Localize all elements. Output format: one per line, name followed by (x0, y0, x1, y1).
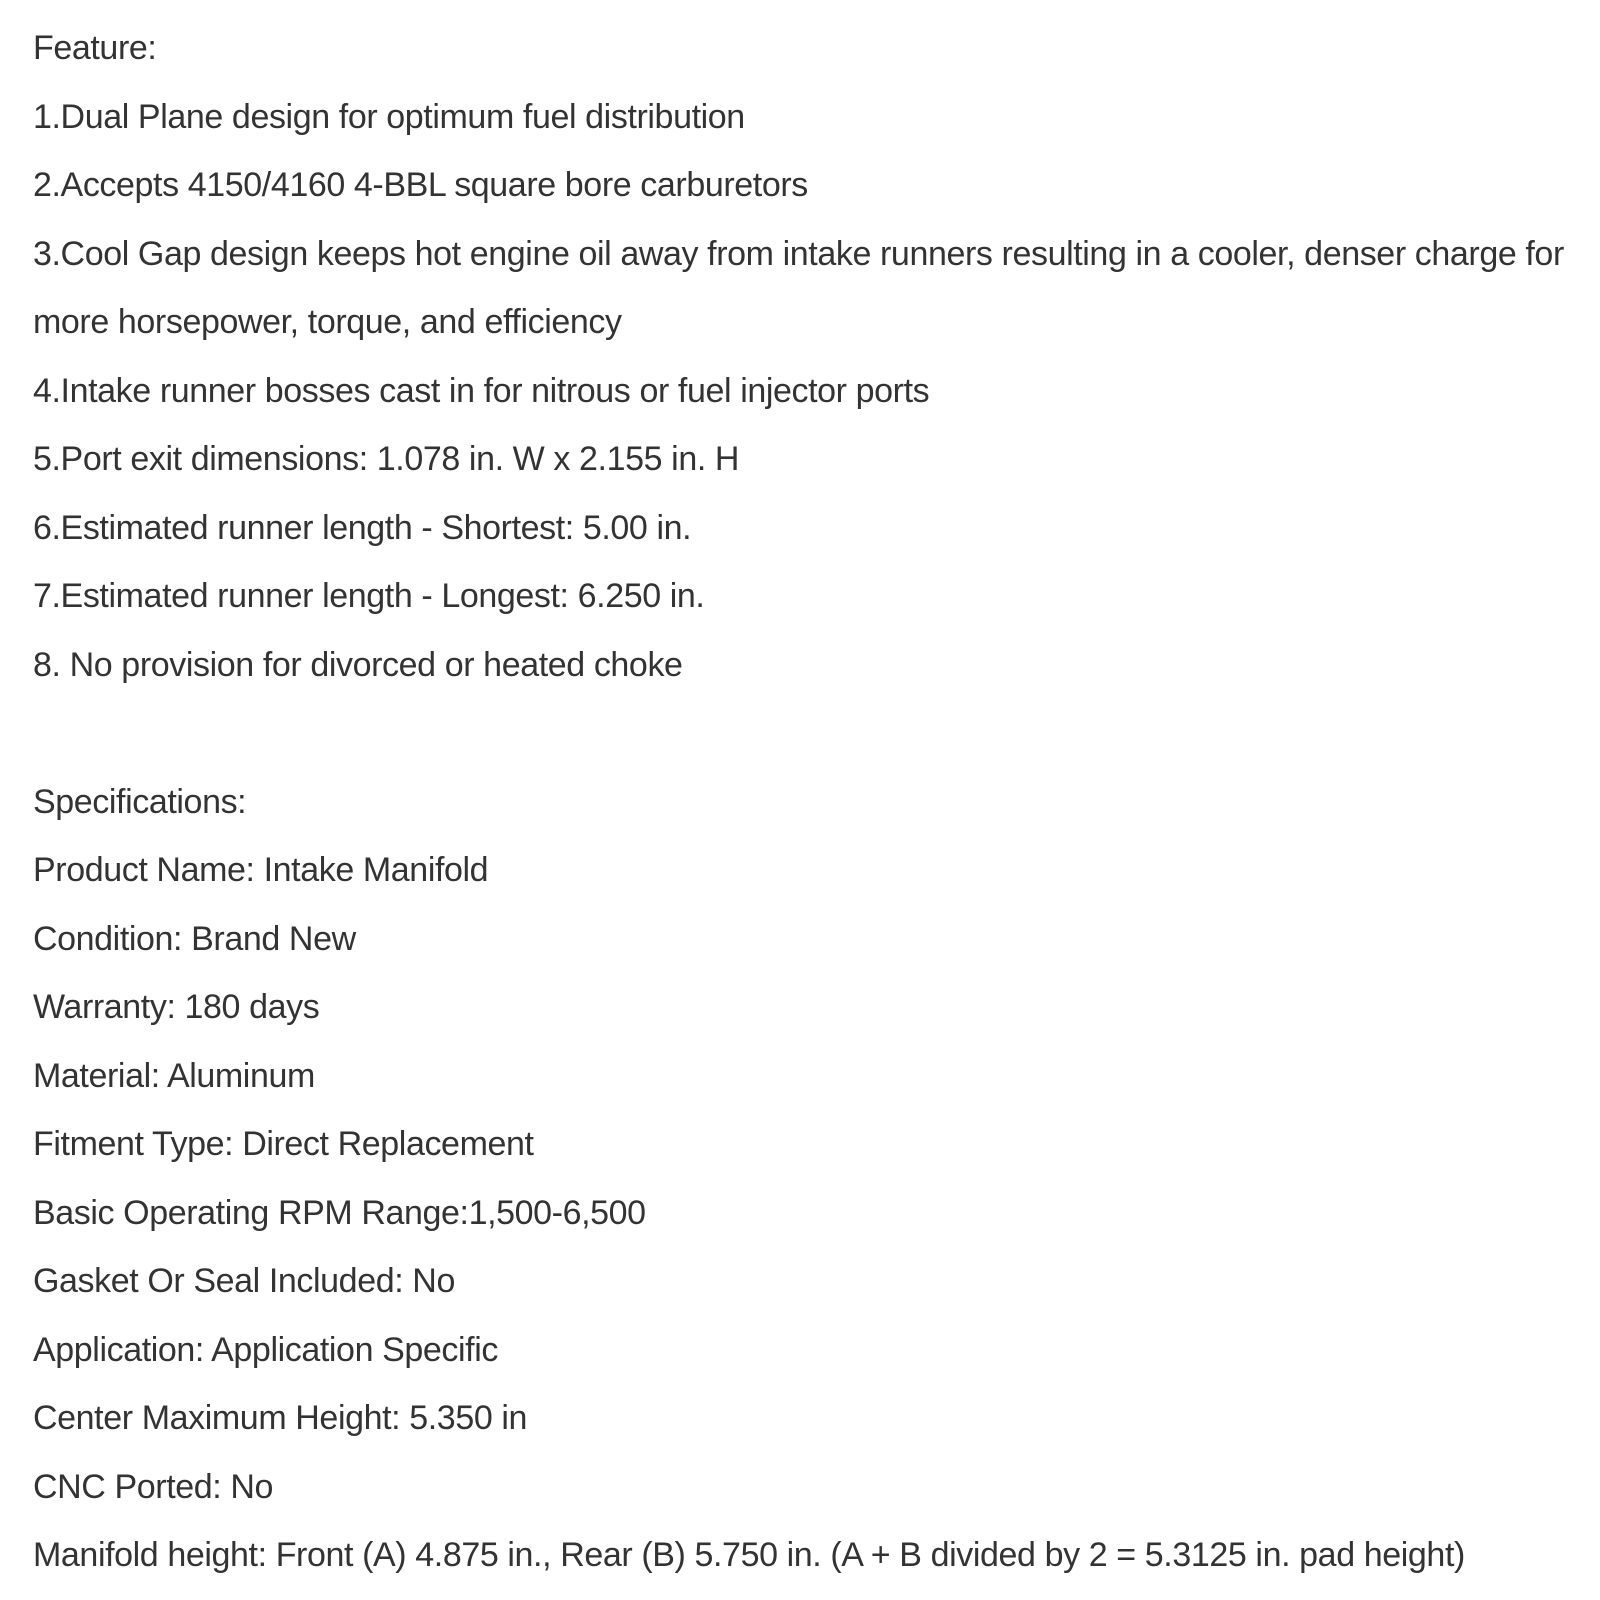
spec-fitment-type: Fitment Type: Direct Replacement (33, 1125, 534, 1163)
feature-item-1: 1.Dual Plane design for optimum fuel distribution (33, 97, 745, 136)
specifications-heading: Specifications: (33, 782, 247, 821)
spec-rpm-range: Basic Operating RPM Range:1,500-6,500 (33, 1193, 646, 1232)
product-description (33, 14, 1583, 1590)
feature-heading: Feature: (33, 29, 157, 67)
spec-warranty: Warranty: 180 days (33, 988, 320, 1026)
feature-item-5: 5.Port exit dimensions: 1.078 in. W x 2.155 in. H (33, 440, 740, 478)
feature-item-4: 4.Intake runner bosses cast in for nitrous or fuel injector ports (33, 371, 930, 410)
spec-gasket-included: Gasket Or Seal Included: No (33, 1262, 455, 1300)
feature-section (33, 14, 1583, 699)
feature-item-3: 3.Cool Gap design keeps hot engine oil away from intake runners resulting in a cooler, denser charge for more horsepower, torque, and efficiency (33, 234, 1564, 341)
spec-material: Material: Aluminum (33, 1056, 315, 1095)
specifications-section (33, 768, 1583, 1590)
spec-product-name: Product Name: Intake Manifold (33, 851, 489, 889)
spec-condition: Condition: Brand New (33, 919, 356, 958)
feature-item-2: 2.Accepts 4150/4160 4-BBL square bore carburetors (33, 166, 808, 204)
section-spacer (33, 699, 1583, 768)
spec-application: Application: Application Specific (33, 1330, 498, 1369)
spec-center-max-height: Center Maximum Height: 5.350 in (33, 1399, 528, 1437)
feature-item-8: 8. No provision for divorced or heated choke (33, 645, 683, 684)
feature-item-6: 6.Estimated runner length - Shortest: 5.00 in. (33, 508, 692, 547)
spec-manifold-height: Manifold height: Front (A) 4.875 in., Rear (B) 5.750 in. (A + B divided by 2 = 5.3125 in. pad height) (33, 1536, 1465, 1574)
spec-cnc-ported: CNC Ported: No (33, 1467, 274, 1506)
feature-item-7: 7.Estimated runner length - Longest: 6.250 in. (33, 577, 705, 615)
